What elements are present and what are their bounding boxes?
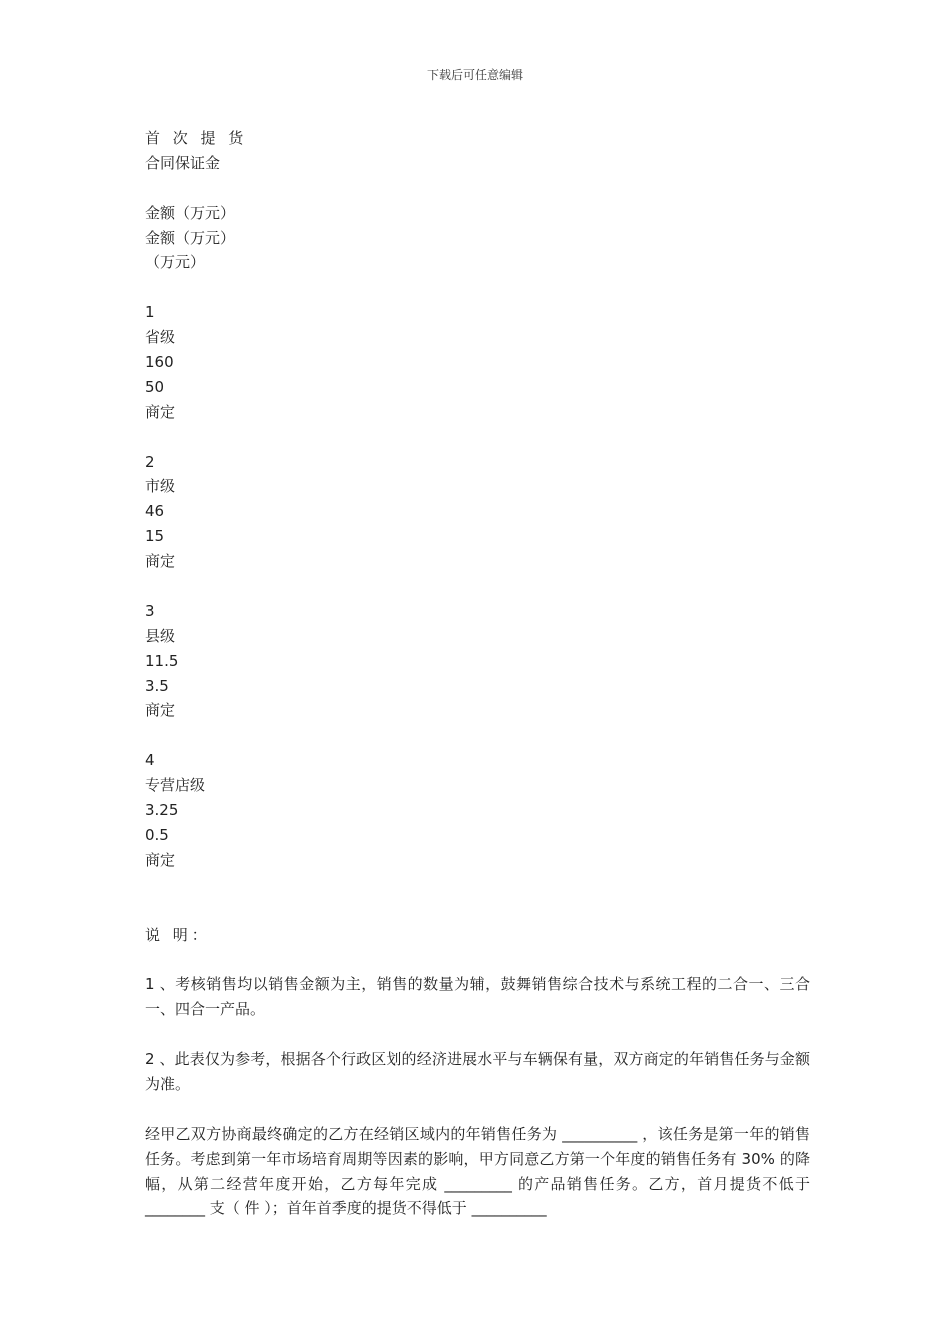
table-header-empty xyxy=(145,176,810,201)
table-header-first-pickup: 首 次 提 货 xyxy=(145,129,248,147)
spacer xyxy=(145,947,810,972)
row-first-pickup: 3.25 xyxy=(145,801,179,820)
document-body xyxy=(145,126,810,1221)
row-number: 2 xyxy=(145,452,155,471)
spacer xyxy=(145,1097,810,1122)
row-first-pickup: 46 xyxy=(145,502,165,521)
sales-task-paragraph: 经甲乙双方协商最终确定的乙方在经销区域内的年销售任务为 __________ ，该任务是第一年的销售任务。考虑到第一年市场培育周期等因素的影响，甲方同意乙方第一个年度的销售任务有 30% 的降幅，从第二经营年度开始，乙方每年完成 _________ 的产品销售任务。乙方，首月提货不低于 ________ 支（ 件 ）；首年首季度的提货不得低于 __________ xyxy=(145,1124,810,1218)
table-row xyxy=(145,748,810,872)
spacer xyxy=(145,574,810,599)
spacer xyxy=(145,723,810,748)
row-note: 商定 xyxy=(145,552,176,571)
table-header-deposit: 合同保证金 xyxy=(145,153,221,172)
row-first-pickup: 11.5 xyxy=(145,651,179,670)
table-header-unit: （万元） xyxy=(145,253,206,272)
row-number: 4 xyxy=(145,751,155,770)
row-deposit: 3.5 xyxy=(145,676,169,695)
row-note: 商定 xyxy=(145,701,176,720)
row-note: 商定 xyxy=(145,402,176,421)
row-deposit: 0.5 xyxy=(145,825,169,844)
row-level: 省级 xyxy=(145,328,176,347)
row-note: 商定 xyxy=(145,850,176,869)
note-item-2: 2 、此表仅为参考，根据各个行政区划的经济进展水平与车辆保有量，双方商定的年销售任务与金额为准。 xyxy=(145,1049,810,1093)
page-header: 下载后可任意编辑 xyxy=(426,68,523,82)
spacer xyxy=(145,873,810,898)
row-level: 专营店级 xyxy=(145,776,206,795)
notes-title: 说 明： xyxy=(145,925,211,944)
row-deposit: 15 xyxy=(145,527,165,546)
table-header-amount-2: 金额（万元） xyxy=(145,228,236,247)
row-first-pickup: 160 xyxy=(145,353,174,372)
note-item-1: 1 、考核销售均以销售金额为主，销售的数量为辅，鼓舞销售综合技术与系统工程的二合一、三合一、四合一产品。 xyxy=(145,975,810,1019)
spacer xyxy=(145,275,810,300)
row-number: 3 xyxy=(145,601,155,620)
row-number: 1 xyxy=(145,303,155,322)
spacer xyxy=(145,425,810,450)
table-row xyxy=(145,599,810,723)
row-level: 市级 xyxy=(145,477,176,496)
row-deposit: 50 xyxy=(145,377,165,396)
table-row xyxy=(145,300,810,424)
table-header-amount-1: 金额（万元） xyxy=(145,203,236,222)
spacer xyxy=(145,1022,810,1047)
table-row xyxy=(145,450,810,574)
row-level: 县级 xyxy=(145,626,176,645)
spacer xyxy=(145,898,810,923)
